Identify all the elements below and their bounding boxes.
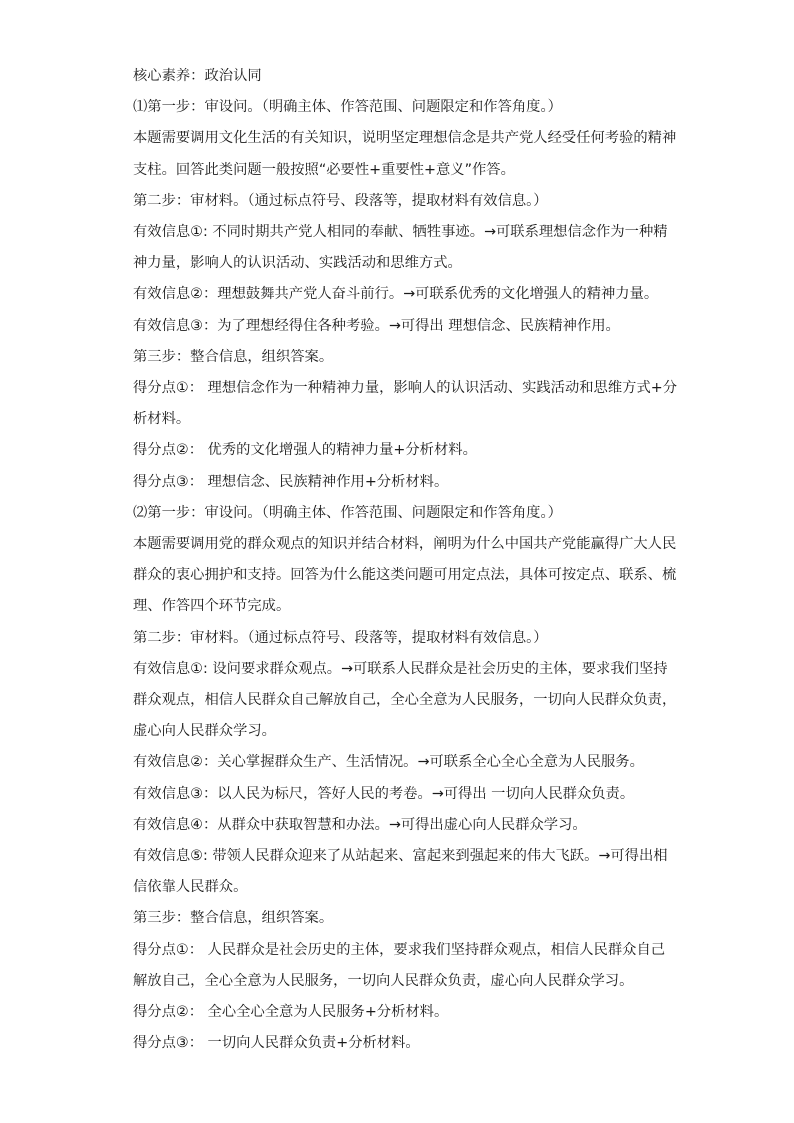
text-line: ⑴第一步：审设问。（明确主体、作答范围、问题限定和作答角度。）	[133, 99, 562, 116]
text-line: 第三步：整合信息，组织答案。	[133, 348, 334, 365]
text-line: 支柱。回答此类问题一般按照“必要性+重要性+意义”作答。	[133, 161, 515, 178]
text-line: 得分点②： 优秀的文化增强人的精神力量+分析材料。	[133, 442, 477, 459]
text-line: 有效信息②：理想鼓舞共产党人奋斗前行。→可联系优秀的文化增强人的精神力量。	[133, 286, 659, 303]
text-line: 有效信息①: 设问要求群众观点。→可联系人民群众是社会历史的主体，要求我们坚持	[133, 660, 668, 677]
text-line: 核心素养：政治认同	[133, 68, 262, 84]
text-line: 有效信息②：关心掌握群众生产、生活情况。→可联系全心全心全意为人民服务。	[133, 754, 644, 771]
text-line: 有效信息③：为了理想经得住各种考验。→可得出 理想信念、民族精神作用。	[133, 317, 620, 334]
text-line: 得分点③： 一切向人民群众负责+分析材料。	[133, 1035, 420, 1052]
text-line: 虚心向人民群众学习。	[133, 723, 276, 740]
text-line: 有效信息④：从群众中获取智慧和办法。→可得出虚心向人民群众学习。	[133, 816, 587, 833]
text-line: 第二步：审材料。（通过标点符号、段落等，提取材料有效信息。）	[133, 629, 548, 646]
text-line: 群众观点，相信人民群众自己解放自己，全心全意为人民服务，一切向人民群众负责，	[133, 692, 677, 708]
text-line: 本题需要调用文化生活的有关知识，说明坚定理想信念是共产党人经受任何考验的精神	[133, 130, 677, 147]
text-line: 群众的衷心拥护和支持。回答为什么能这类问题可用定点法，具体可按定点、联系、梳	[133, 567, 677, 584]
text-line: 得分点③： 理想信念、民族精神作用+分析材料。	[133, 473, 449, 490]
text-line: 信依靠人民群众。	[133, 879, 248, 896]
text-line: 第三步：整合信息，组织答案。	[133, 910, 334, 927]
text-line: 神力量，影响人的认识活动、实践活动和思维方式。	[133, 255, 462, 272]
text-line: 有效信息③：以人民为标尺，答好人民的考卷。→可得出 一切向人民群众负责。	[133, 785, 635, 802]
text-line: 本题需要调用党的群众观点的知识并结合材料，阐明为什么中国共产党能赢得广大人民	[133, 536, 677, 552]
text-line: ⑵第一步：审设问。（明确主体、作答范围、问题限定和作答角度。）	[133, 504, 562, 521]
text-line: 第二步：审材料。（通过标点符号、段落等，提取材料有效信息。）	[133, 192, 548, 209]
text-line: 得分点①： 理想信念作为一种精神力量，影响人的认识活动、实践活动和思维方式+分	[133, 380, 678, 396]
text-line: 理、作答四个环节完成。	[133, 598, 291, 615]
text-line: 得分点①： 人民群众是社会历史的主体，要求我们坚持群众观点，相信人民群众自己	[133, 941, 666, 958]
text-line: 解放自己，全心全意为人民服务，一切向人民群众负责，虚心向人民群众学习。	[133, 972, 634, 989]
text-line: 有效信息⑤: 带领人民群众迎来了从站起来、富起来到强起来的伟大飞跃。→可得出相	[133, 848, 668, 864]
text-line: 析材料。	[133, 411, 191, 428]
text-line: 有效信息①: 不同时期共产党人相同的奉献、牺牲事迹。→可联系理想信念作为一种精	[133, 224, 668, 240]
text-line: 得分点②： 全心全心全意为人民服务+分析材料。	[133, 1004, 449, 1020]
